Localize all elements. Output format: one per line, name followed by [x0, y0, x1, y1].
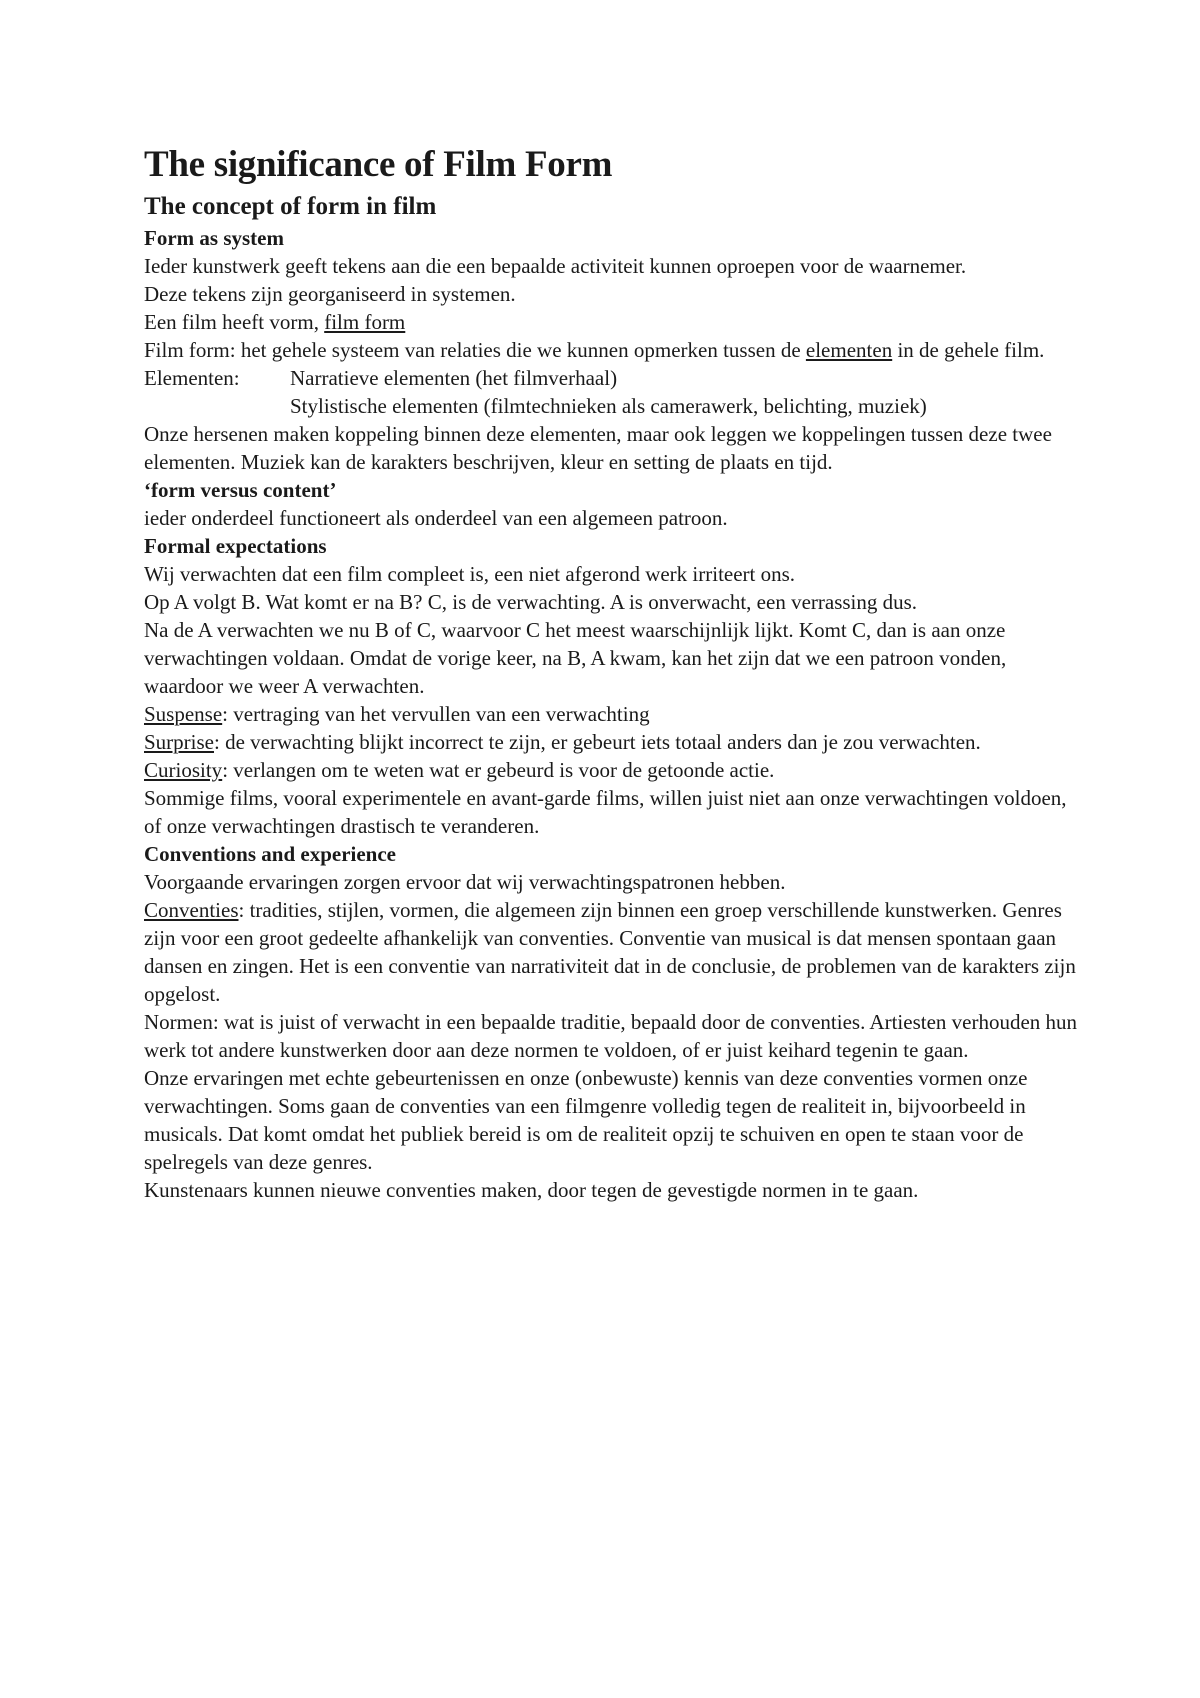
elements-item: Narratieve elementen (het filmverhaal) [290, 366, 618, 390]
subheading-form-as-system: Form as system [144, 226, 284, 250]
text-run: Een film heeft vorm, [144, 310, 325, 334]
paragraph: Voorgaande ervaringen zorgen ervoor dat wij verwachtingspatronen hebben. [144, 870, 786, 894]
definition-text: : verlangen om te weten wat er gebeurd is voor de getoonde actie. [222, 758, 775, 782]
definition-suspense [144, 700, 1084, 728]
subheading-conventions: Conventions and experience [144, 842, 396, 866]
definition-text: : tradities, stijlen, vormen, die algemeen zijn binnen een groep verschillende kunstwerken. Genres zijn voor een groot gedeelte afhankelijk van conventies. Conventie van musical is dat mensen spontaan gaan dansen en zingen. Het is een conventie van narrativiteit dat in de conclusie, de problemen van de karakters zijn opgelost. [144, 898, 1076, 1006]
definition-conventies [144, 896, 1084, 1008]
subheading-formal-expectations: Formal expectations [144, 534, 327, 558]
underlined-term: film form [324, 310, 406, 334]
section-heading: The concept of form in film [144, 193, 437, 220]
underlined-term: Conventies [144, 898, 239, 922]
document-title: The significance of Film Form [144, 144, 613, 185]
paragraph: Op A volgt B. Wat komt er na B? C, is de verwachting. A is onverwacht, een verrassing dus. [144, 590, 918, 614]
definition-text: : vertraging van het vervullen van een verwachting [222, 702, 650, 726]
elements-item: Stylistische elementen (filmtechnieken als camerawerk, belichting, muziek) [290, 394, 927, 418]
paragraph: Onze ervaringen met echte gebeurtenissen en onze (onbewuste) kennis van deze conventies vormen onze verwachtingen. Soms gaan de conventies van een filmgenre volledig tegen de realiteit in, bijvoorbeeld in musicals. Dat komt omdat het publiek bereid is om de realiteit opzij te schuiven en open te staan voor de spelregels van deze genres. [144, 1066, 1028, 1174]
paragraph: Deze tekens zijn georganiseerd in systemen. [144, 282, 516, 306]
text-run: in de gehele film. [892, 338, 1045, 362]
text-run: Film form: het gehele systeem van relaties die we kunnen opmerken tussen de [144, 338, 806, 362]
paragraph: Onze hersenen maken koppeling binnen deze elementen, maar ook leggen we koppelingen tussen deze twee elementen. Muziek kan de karakters beschrijven, kleur en setting de plaats en tijd. [144, 422, 1052, 474]
paragraph: Normen: wat is juist of verwacht in een bepaalde traditie, bepaald door de conventies. Artiesten verhouden hun werk tot andere kunstwerken door aan deze normen te voldoen, of er juist keihard tegenin te gaan. [144, 1010, 1078, 1062]
underlined-term: elementen [805, 338, 893, 362]
definition-surprise [144, 728, 1084, 756]
underlined-term: Surprise [144, 730, 214, 754]
elements-label: Elementen: [144, 366, 240, 390]
definition-curiosity [144, 756, 1084, 784]
paragraph [144, 336, 1084, 364]
underlined-term: Curiosity [144, 758, 223, 782]
subheading-form-versus-content: ‘form versus content’ [144, 478, 337, 502]
paragraph [144, 308, 1084, 336]
document-page [144, 140, 1084, 1204]
elements-items [290, 364, 1084, 420]
paragraph: Na de A verwachten we nu B of C, waarvoor C het meest waarschijnlijk lijkt. Komt C, dan is aan onze verwachtingen voldaan. Omdat de vorige keer, na B, A kwam, kan het zijn dat we een patroon vonden, waardoor we weer A verwachten. [144, 618, 1007, 698]
paragraph: Sommige films, vooral experimentele en avant-garde films, willen juist niet aan onze verwachtingen voldoen, of onze verwachtingen drastisch te veranderen. [144, 786, 1067, 838]
paragraph: Ieder kunstwerk geeft tekens aan die een bepaalde activiteit kunnen oproepen voor de waarnemer. [144, 254, 967, 278]
paragraph: Wij verwachten dat een film compleet is, een niet afgerond werk irriteert ons. [144, 562, 796, 586]
paragraph: ieder onderdeel functioneert als onderdeel van een algemeen patroon. [144, 506, 728, 530]
paragraph: Kunstenaars kunnen nieuwe conventies maken, door tegen de gevestigde normen in te gaan. [144, 1178, 919, 1202]
underlined-term: Suspense [144, 702, 223, 726]
elements-list [144, 364, 1084, 420]
definition-text: : de verwachting blijkt incorrect te zijn, er gebeurt iets totaal anders dan je zou verwachten. [214, 730, 981, 754]
